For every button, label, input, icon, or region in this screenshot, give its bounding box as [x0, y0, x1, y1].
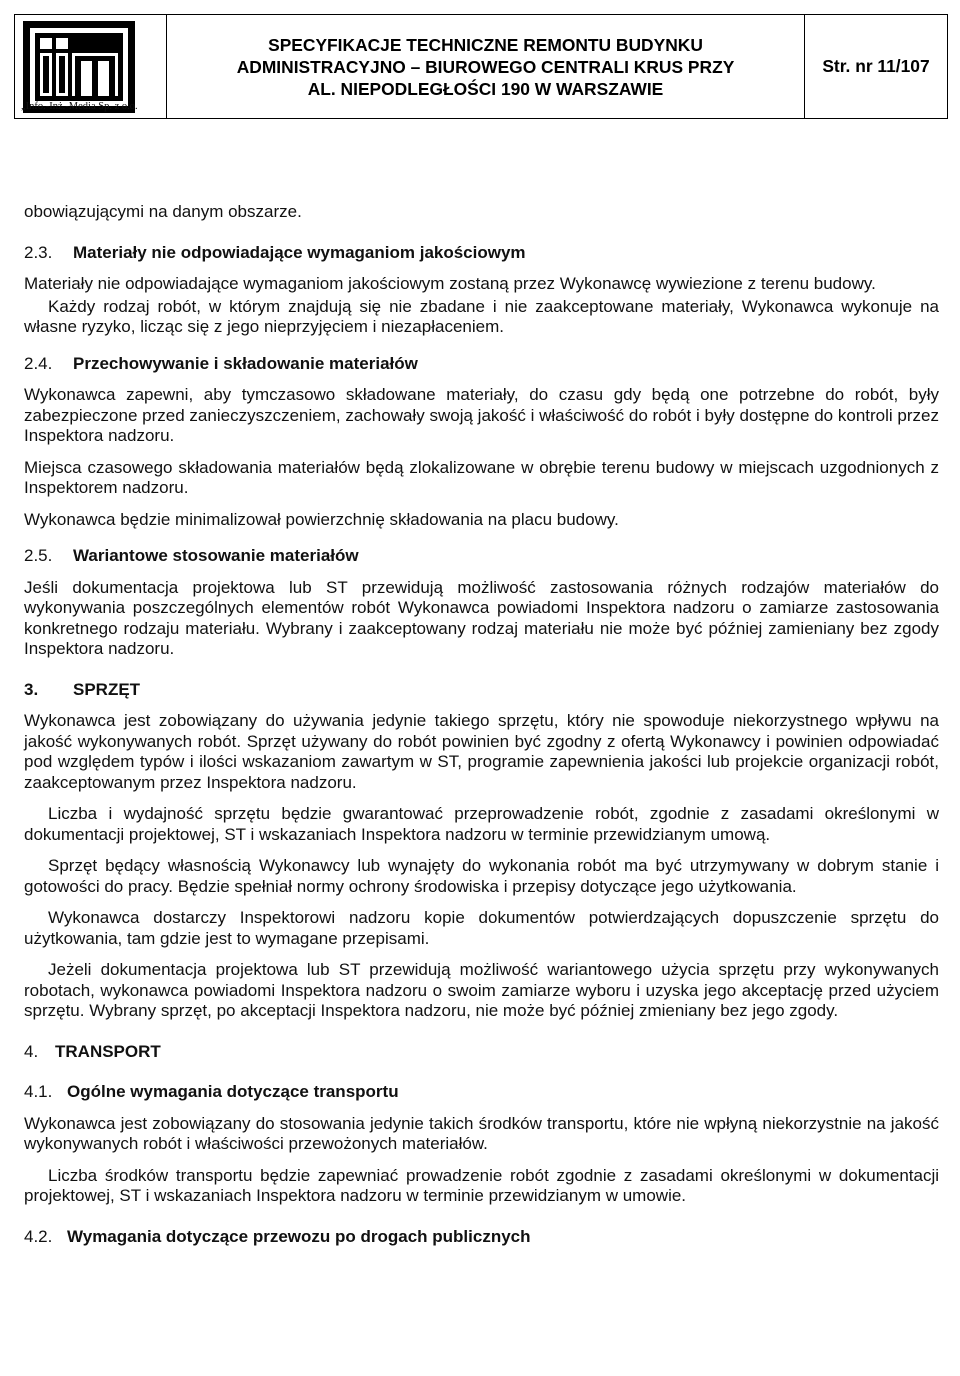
section-number: 2.5. [24, 546, 53, 565]
paragraph: Miejsca czasowego składowania materiałów będą zlokalizowane w obrębie terenu budowy w miejscach uzgodnionych z Inspektorem nadzoru. [24, 457, 939, 497]
section-number: 4. [24, 1041, 39, 1061]
title-line: SPECYFIKACJE TECHNICZNE REMONTU BUDYNKU [268, 34, 703, 55]
section-heading-4 [24, 1042, 939, 1063]
section-title: Wariantowe stosowanie materiałów [73, 546, 359, 565]
paragraph: Wykonawca jest zobowiązany do używania jedynie takiego sprzętu, który nie spowoduje niekorzystnego wpływu na jakość wykonywanych robót. Sprzęt używany do robót powinien być zgodny z ofertą Wykonawcy i powinien odpowiadać pod względem typów i ilości wskazaniom zawartym w ST, programie zapewnienia jakości lub projekcie organizacji robót, zaakceptowanym przez Inspektora nadzoru. [24, 711, 939, 792]
paragraph: obowiązującymi na danym obszarze. [24, 202, 302, 221]
page-header [14, 14, 948, 119]
paragraph: Materiały nie odpowiadające wymaganiom jakościowym zostaną przez Wykonawcę wywiezione z terenu budowy. [24, 274, 876, 293]
paragraph: Sprzęt będący własnością Wykonawcy lub wynajęty do wykonania robót ma być utrzymywany w dobrym stanie i gotowości do pracy. Będzie spełniał normy ochrony środowiska i przepisy dotyczące jego użytkowania. [24, 856, 939, 896]
section-heading-4-2 [24, 1227, 939, 1248]
title-line: AL. NIEPODLEGŁOŚCI 190 W WARSZAWIE [307, 78, 664, 99]
company-name: „Info.-Inż.-Media Sp. z o.o. [21, 101, 138, 112]
section-number: 2.3. [24, 242, 53, 262]
paragraph: Jeżeli dokumentacja projektowa lub ST przewidują możliwość wariantowego użycia sprzętu przy wykonywanych robotach, wykonawca powiadomi Inspektora nadzoru o swoim zamiarze wyboru i uzyska jego akceptację przed użyciem sprzętu. Wybrany sprzęt, po akceptacji Inspektora nadzoru, nie może być później zmieniany bez jego zgody. [24, 960, 939, 1020]
paragraph: Wykonawca jest zobowiązany do stosowania jedynie takich środków transportu, które nie wpłyną niekorzystnie na jakość wykonywanych robót i właściwości przewożonych materiałów. [24, 1113, 939, 1153]
section-title: Przechowywanie i składowanie materiałów [73, 353, 418, 373]
paragraph: Wykonawca będzie minimalizował powierzchnię składowania na placu budowy. [24, 509, 619, 529]
logo-cell [15, 15, 167, 118]
section-title: Ogólne wymagania dotyczące transportu [67, 1082, 399, 1101]
document-body [24, 202, 939, 1247]
document-title [167, 15, 805, 118]
section-number: 4.2. [24, 1226, 53, 1246]
section-number: 4.1. [24, 1082, 53, 1101]
paragraph: Każdy rodzaj robót, w którym znajdują się nie zbadane i nie zaakceptowane materiały, Wykonawca wykonuje na własne ryzyko, licząc się z jego nieprzyjęciem i niezapłaceniem. [24, 296, 939, 336]
paragraph: Wykonawca dostarczy Inspektorowi nadzoru kopie dokumentów potwierdzających dopuszczenie sprzętu do użytkowania, tam gdzie jest to wymagane przepisami. [24, 908, 939, 948]
section-heading-2-3 [24, 243, 939, 264]
section-title: Wymagania dotyczące przewozu po drogach publicznych [67, 1226, 531, 1246]
section-title: TRANSPORT [55, 1041, 161, 1061]
section-number: 2.4. [24, 353, 53, 373]
title-line: ADMINISTRACYJNO – BIUROWEGO CENTRALI KRUS PRZY [236, 56, 735, 77]
section-number: 3. [24, 679, 39, 699]
section-heading-2-5 [24, 546, 939, 567]
company-logo [23, 21, 135, 113]
section-title: Materiały nie odpowiadające wymaganiom jakościowym [73, 242, 526, 262]
section-heading-2-4 [24, 354, 939, 375]
section-heading-4-1 [24, 1082, 939, 1103]
paragraph: Liczba i wydajność sprzętu będzie gwarantować przeprowadzenie robót, zgodnie z zasadami określonymi w dokumentacji projektowej, ST i wskazaniach Inspektora nadzoru w terminie przewidzianym umową. [24, 804, 939, 844]
paragraph: Jeśli dokumentacja projektowa lub ST przewidują możliwość zastosowania różnych rodzajów materiałów do wykonywania poszczególnych elementów robót Wykonawca powiadomi Inspektora nadzoru o zamiarze zastosowania konkretnego rodzaju materiału. Wybrany i zaakceptowany rodzaj materiału nie może być później zamieniany bez zgody Inspektora nadzoru. [24, 577, 939, 658]
paragraph: Wykonawca zapewni, aby tymczasowo składowane materiały, do czasu gdy będą one potrzebne do robót, były zabezpieczone przed zanieczyszczeniem, zachowały swoją jakość i właściwość do robót i były dostępne do kontroli przez Inspektora nadzoru. [24, 385, 939, 445]
section-heading-3 [24, 680, 939, 701]
section-title: SPRZĘT [73, 679, 141, 699]
page-number: Str. nr 11/107 [822, 56, 930, 76]
paragraph: Liczba środków transportu będzie zapewniać prowadzenie robót zgodnie z zasadami określonymi w dokumentacji projektowej, ST i wskazaniach Inspektora nadzoru w terminie przewidzianym w umowie. [24, 1165, 939, 1205]
